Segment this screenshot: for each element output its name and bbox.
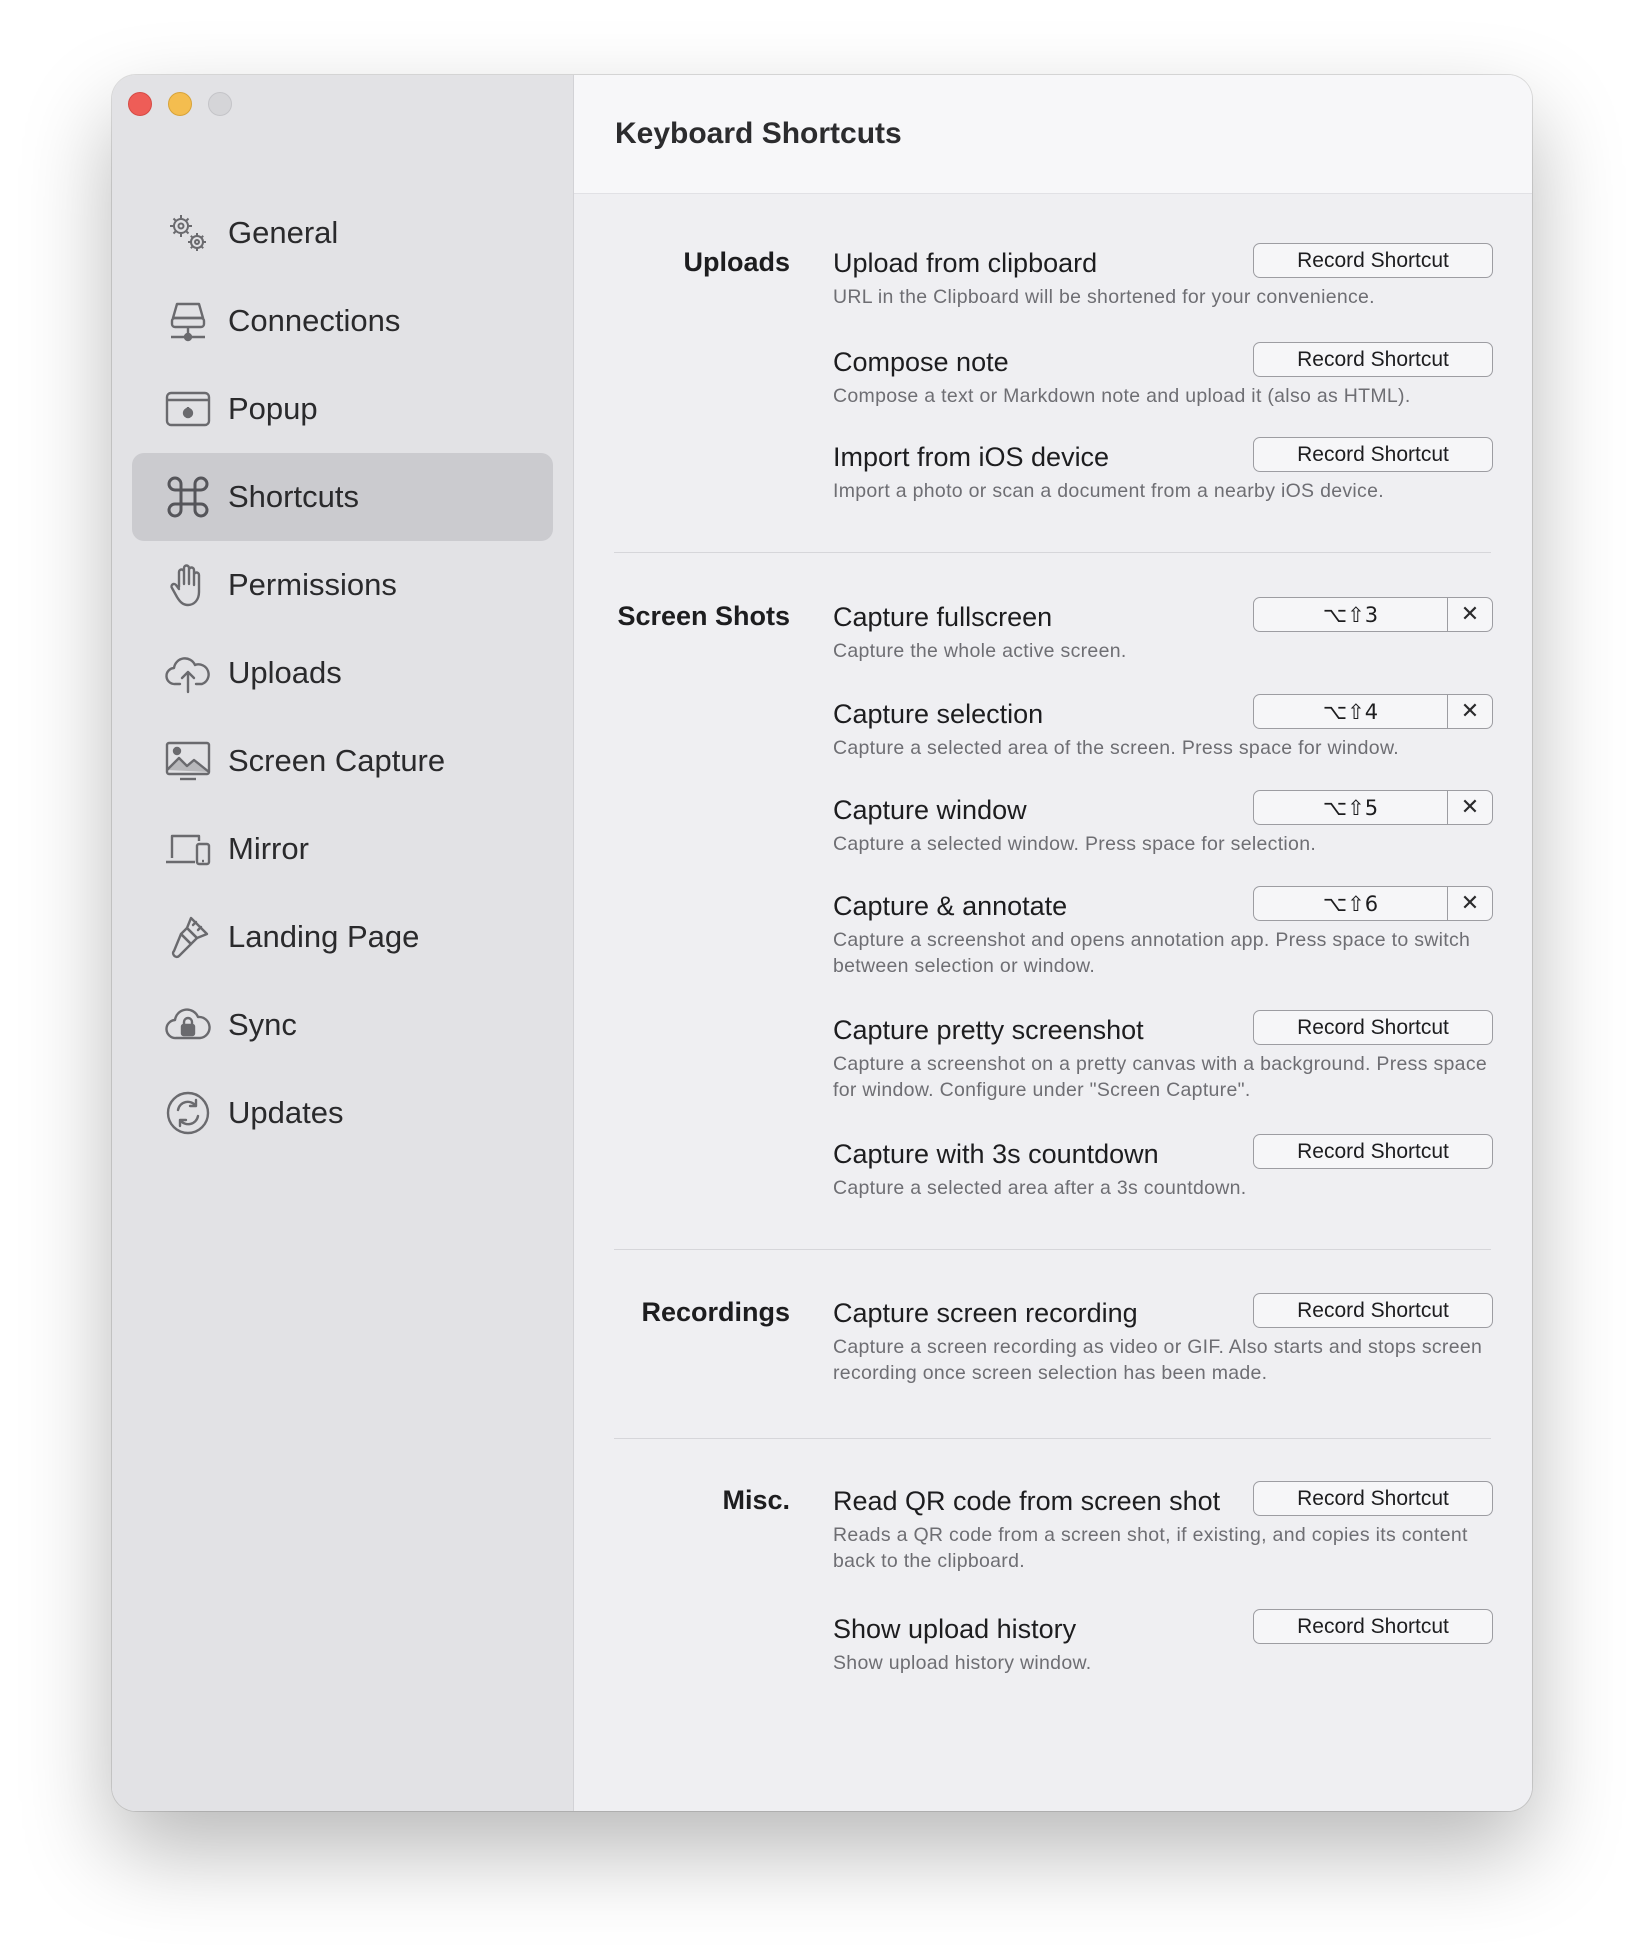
section-divider [614, 552, 1491, 553]
paintbrush-icon [162, 911, 214, 963]
shortcut-title: Capture pretty screenshot [833, 1015, 1144, 1045]
sidebar-item-connections[interactable] [132, 277, 553, 365]
sidebar-item-shortcuts[interactable] [132, 453, 553, 541]
refresh-circle-icon [162, 1087, 214, 1139]
shortcut-description: Show upload history window. [833, 1652, 1092, 1674]
sidebar-item-label: Landing Page [228, 919, 420, 954]
settings-window [112, 75, 1532, 1811]
record-shortcut-button[interactable]: Record Shortcut [1253, 1010, 1493, 1045]
shortcut-title: Capture window [833, 795, 1027, 825]
shortcut-description: Capture a screenshot on a pretty canvas with a background. Press space for window. Configure under "Screen Capture". [833, 1053, 1488, 1101]
sidebar-item-label: Connections [228, 303, 401, 338]
zoom-window-button[interactable] [208, 92, 232, 116]
section-label-uploads: Uploads [683, 247, 790, 277]
gears-icon [162, 207, 214, 259]
shortcut-title: Capture selection [833, 699, 1044, 729]
shortcut-row-capture-annotate [833, 889, 1493, 979]
shortcut-keys[interactable]: ⌥⇧5 [1254, 791, 1448, 824]
sidebar-item-label: Uploads [228, 655, 342, 690]
cloud-lock-icon [162, 999, 214, 1051]
shortcut-row-capture-pretty-screenshot [833, 1013, 1493, 1103]
shortcut-row-capture-selection [833, 697, 1493, 761]
command-key-icon [162, 471, 214, 523]
photo-display-icon [162, 735, 214, 787]
sidebar-item-popup[interactable] [132, 365, 553, 453]
laptop-phone-icon [162, 823, 214, 875]
hand-icon [162, 559, 214, 611]
shortcut-title: Compose note [833, 347, 1009, 377]
record-shortcut-button[interactable]: Record Shortcut [1253, 342, 1493, 377]
record-shortcut-button[interactable]: Record Shortcut [1253, 1134, 1493, 1169]
sidebar-item-label: General [228, 215, 339, 250]
shortcut-title: Read QR code from screen shot [833, 1486, 1221, 1516]
page-title: Keyboard Shortcuts [615, 117, 902, 150]
shortcut-recorder[interactable] [1253, 597, 1493, 632]
section-divider [614, 1249, 1491, 1250]
shortcut-keys[interactable]: ⌥⇧6 [1254, 887, 1448, 920]
shortcut-description: Import a photo or scan a document from a nearby iOS device. [833, 480, 1384, 502]
sidebar-item-label: Mirror [228, 831, 309, 866]
shortcut-keys[interactable]: ⌥⇧4 [1254, 695, 1448, 728]
sidebar-nav [132, 189, 553, 1157]
sidebar [112, 75, 574, 1811]
sidebar-item-uploads[interactable] [132, 629, 553, 717]
shortcut-title: Show upload history [833, 1614, 1077, 1644]
shortcut-row-import-from-ios [833, 440, 1493, 504]
sidebar-item-sync[interactable] [132, 981, 553, 1069]
clear-shortcut-icon[interactable]: ✕ [1460, 891, 1480, 916]
sidebar-item-landing-page[interactable] [132, 893, 553, 981]
record-shortcut-button[interactable]: Record Shortcut [1253, 1481, 1493, 1516]
clear-shortcut-icon[interactable]: ✕ [1460, 699, 1480, 724]
shortcut-description: Capture the whole active screen. [833, 640, 1127, 662]
shortcut-row-compose-note [833, 345, 1493, 409]
shortcut-recorder[interactable] [1253, 790, 1493, 825]
close-window-button[interactable] [128, 92, 152, 116]
shortcut-row-read-qr-code [833, 1484, 1493, 1574]
shortcut-recorder[interactable] [1253, 694, 1493, 729]
shortcut-title: Import from iOS device [833, 442, 1110, 472]
sidebar-item-label: Permissions [228, 567, 397, 602]
sidebar-item-permissions[interactable] [132, 541, 553, 629]
sidebar-item-label: Shortcuts [228, 479, 359, 514]
sidebar-item-mirror[interactable] [132, 805, 553, 893]
clear-shortcut-icon[interactable]: ✕ [1460, 795, 1480, 820]
cloud-upload-icon [162, 647, 214, 699]
window-controls [128, 92, 232, 116]
sidebar-item-label: Screen Capture [228, 743, 446, 778]
shortcut-row-capture-screen-recording [833, 1296, 1493, 1386]
record-shortcut-button[interactable]: Record Shortcut [1253, 1293, 1493, 1328]
clear-shortcut-icon[interactable]: ✕ [1460, 602, 1480, 627]
shortcut-description: Compose a text or Markdown note and upload it (also as HTML). [833, 385, 1411, 407]
record-shortcut-button[interactable]: Record Shortcut [1253, 243, 1493, 278]
sidebar-item-updates[interactable] [132, 1069, 553, 1157]
section-divider [614, 1438, 1491, 1439]
record-shortcut-button[interactable]: Record Shortcut [1253, 1609, 1493, 1644]
shortcut-row-upload-from-clipboard [833, 246, 1493, 310]
minimize-window-button[interactable] [168, 92, 192, 116]
shortcut-description: Capture a screen recording as video or GIF. Also starts and stops screen recording once screen selection has been made. [833, 1336, 1483, 1384]
network-drive-icon [162, 295, 214, 347]
shortcut-description: Capture a selected area of the screen. Press space for window. [833, 737, 1399, 759]
content-pane [574, 75, 1532, 1811]
shortcut-title: Capture fullscreen [833, 602, 1053, 632]
popup-window-icon [162, 383, 214, 435]
shortcut-title: Capture with 3s countdown [833, 1139, 1159, 1169]
shortcut-row-capture-countdown [833, 1137, 1493, 1201]
sidebar-item-label: Popup [228, 391, 318, 426]
shortcut-row-capture-fullscreen [833, 600, 1493, 664]
content-header [574, 75, 1532, 194]
shortcut-description: Capture a selected window. Press space for selection. [833, 833, 1317, 855]
sidebar-item-label: Updates [228, 1095, 344, 1130]
record-shortcut-button[interactable]: Record Shortcut [1253, 437, 1493, 472]
shortcut-description: Reads a QR code from a screen shot, if existing, and copies its content back to the clipboard. [833, 1524, 1468, 1572]
shortcut-description: URL in the Clipboard will be shortened for your convenience. [833, 286, 1375, 308]
section-label-recordings: Recordings [641, 1297, 790, 1327]
shortcut-title: Upload from clipboard [833, 248, 1098, 278]
shortcut-title: Capture screen recording [833, 1298, 1138, 1328]
shortcut-keys[interactable]: ⌥⇧3 [1254, 598, 1448, 631]
shortcut-description: Capture a selected area after a 3s countdown. [833, 1177, 1247, 1199]
shortcut-title: Capture & annotate [833, 891, 1068, 921]
sidebar-item-general[interactable] [132, 189, 553, 277]
section-label-screen-shots: Screen Shots [617, 601, 790, 631]
shortcut-row-capture-window [833, 793, 1493, 857]
shortcut-recorder[interactable] [1253, 886, 1493, 921]
sidebar-item-screen-capture[interactable] [132, 717, 553, 805]
shortcut-description: Capture a screenshot and opens annotation app. Press space to switch between selection or window. [833, 929, 1471, 977]
sidebar-item-label: Sync [228, 1007, 297, 1042]
section-label-misc: Misc. [722, 1485, 790, 1515]
shortcut-row-show-upload-history [833, 1612, 1493, 1676]
